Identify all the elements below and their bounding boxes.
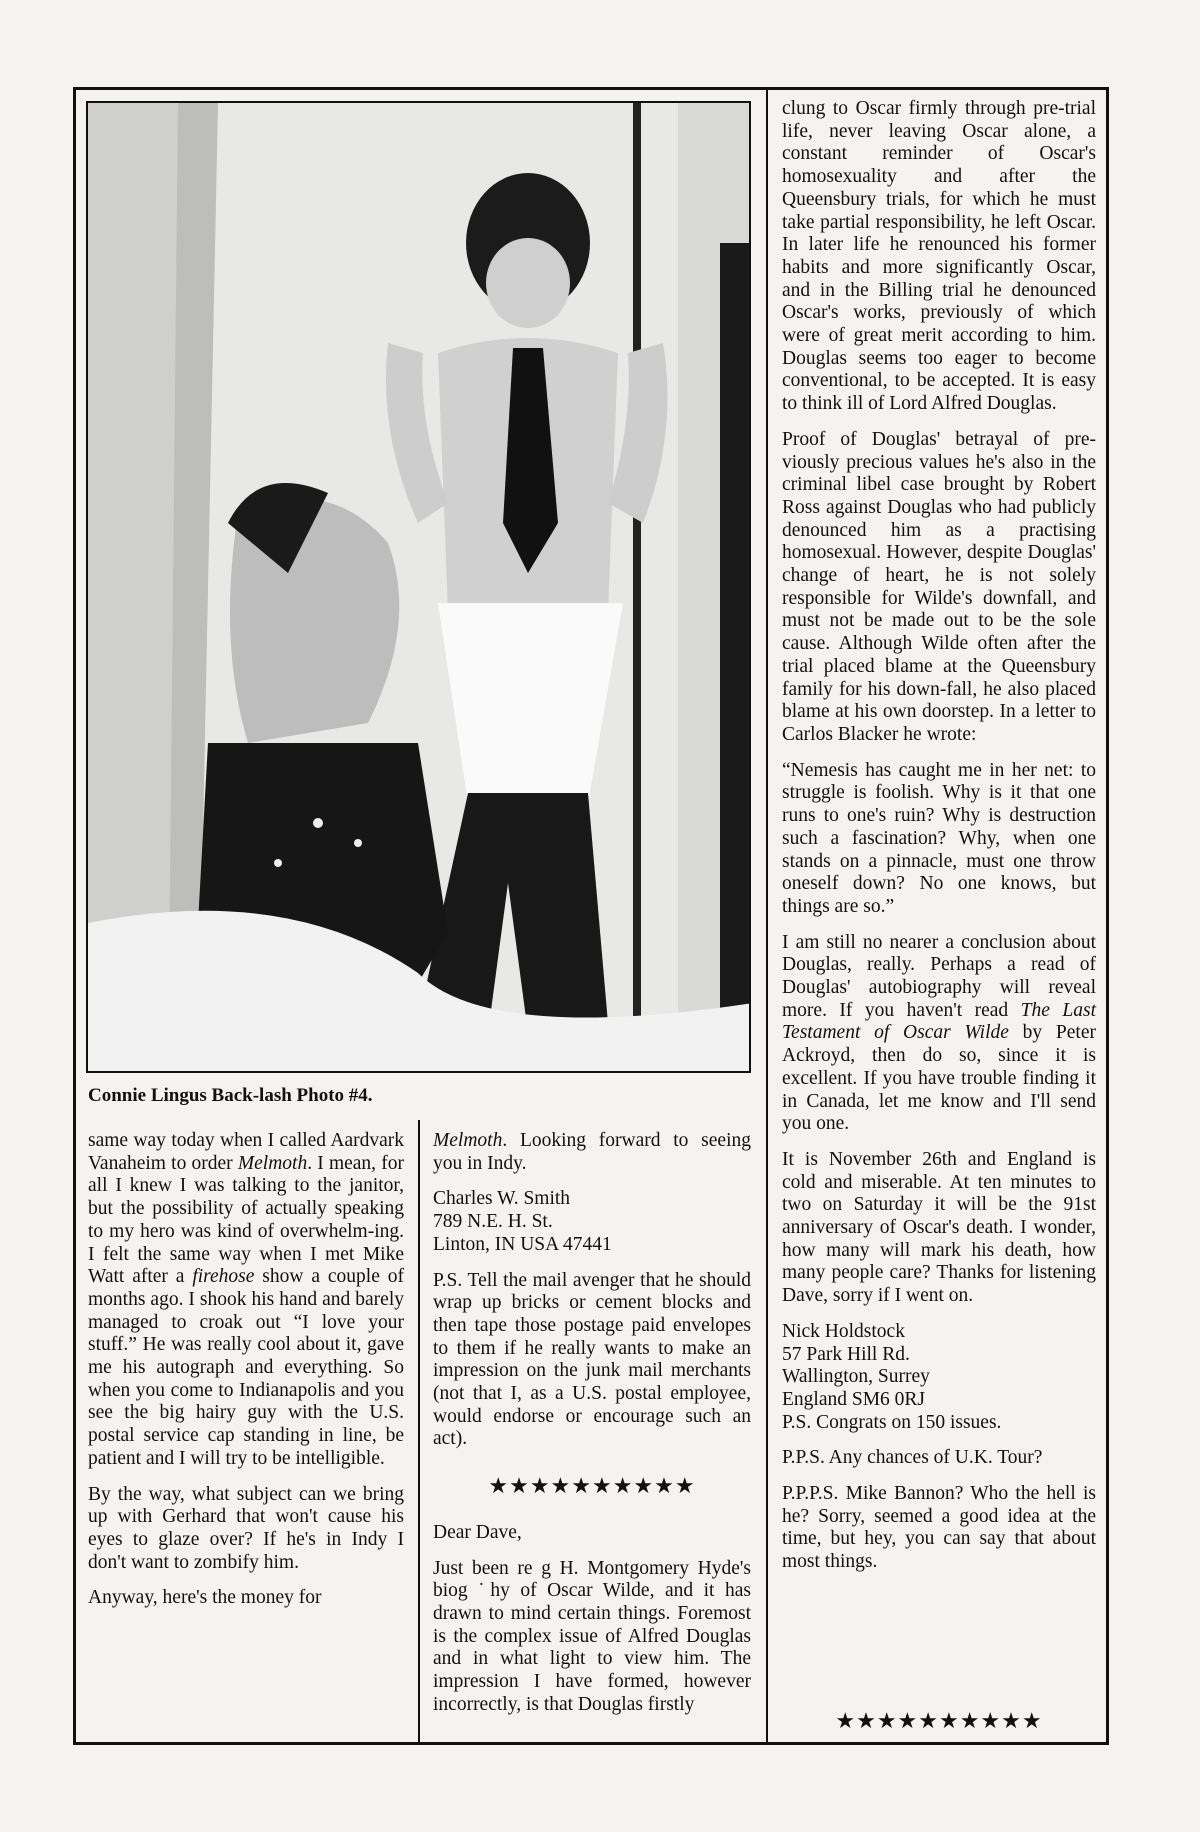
postscript-2: P.P.S. Any chances of U.K. Tour? [782,1447,1043,1469]
sender-town-2: Wallington, Surrey [782,1366,930,1388]
middle-paragraph-1: Melmoth. Looking forward to seeing you in Indy. [433,1130,751,1174]
left-paragraph-3: Anyway, here's the money for [88,1587,322,1609]
wilde-quote: “Nemesis has caught me in her net: to struggle is foolish. Why is it that one runs to one's ruin? Why is destruction such a fascination? Why, when one stands on a pinnacle, must one throw oneself down? No one knows, but things are so.” [782,759,1096,917]
right-paragraph-2: Proof of Douglas' betrayal of pre-viously precious values he's also in the criminal libel case brought by Robert Ross against Douglas who had publicly denounced him as a practising homosexual. However, despite Douglas' change of heart, he is not solely responsible for Wilde's downfall, and must not be made out to be the sole cause. Although Wilde often after the trial placed blame at the Queensbury family for his down-fall, he also placed blame at his own doorstep. In a letter to Carlos Blacker he wrote: [782,428,1096,745]
sender-street-2: 57 Park Hill Rd. [782,1343,910,1365]
salutation: Dear Dave, [433,1521,522,1543]
middle-ps: P.S. Tell the mail avenger that he should wrap up bricks or cement blocks and then tape those postage paid envelopes to them if he really wants to make an impression on the junk mail merchants (not that I, as a U.S. postal employee, would endorse or encourage such an act). [433,1269,751,1450]
photo [86,101,751,1073]
postscript-1: P.S. Congrats on 150 issues. [782,1411,1002,1433]
column-divider-right [766,87,768,1745]
right-column [782,98,1096,1587]
column-divider-middle [418,1120,420,1745]
right-paragraph-5: It is November 26th and England is cold and miserable. At ten minutes to two on Saturday it will be the 91st anniversary of Oscar's death. I wonder, how many will mark his death, how many people care? Thanks for listening Dave, sorry if I went on. [782,1148,1096,1307]
sender-city: Linton, IN USA 47441 [433,1233,612,1255]
left-column [88,1130,404,1623]
sender-country-2: England SM6 0RJ [782,1388,926,1410]
middle-column [433,1130,751,1729]
stars-divider-end: ★★★★★★★★★★ [835,1708,1043,1733]
photo-caption: Connie Lingus Back-lash Photo #4. [88,1085,373,1106]
right-paragraph-1: clung to Oscar firmly through pre-trial life, never leaving Oscar alone, a constant reminder of Oscar's homosexuality and after the Queensbury trials, for which he must take partial responsibility, he left Oscar. In later life he renounced his former habits and more significantly Oscar, and in the Billing trial he denounced Oscar's works, previously of which were of great merit according to him. Douglas seems too eager to become conventional, to be accepted. It is easy to think ill of Lord Alfred Douglas. [782,98,1096,415]
middle-paragraph-2: Just been re g H. Montgomery Hyde's biog ˙hy of Oscar Wilde, and it has drawn to mind certain things. Foremost is the complex issue of Alfred Douglas and in what light to view him. The impression I have formed, however incorrectly, is that Douglas firstly [433,1557,751,1715]
right-paragraph-4: I am still no nearer a conclusion about Douglas, really. Perhaps a read of Douglas' autobiography will reveal more. If you haven't read The Last Testament of Oscar Wilde by Peter Ackroyd, then do so, since it is excellent. If you have trouble finding it in Canada, let me know and I'll send you one. [782,931,1096,1135]
sender-address-1 [433,1188,751,1256]
photo-image [88,103,751,1073]
stars-divider: ★★★★★★★★★★ [488,1473,696,1499]
sender-name: Charles W. Smith [433,1188,571,1210]
postscript-3: P.P.P.S. Mike Bannon? Who the hell is he? Sorry, seemed a good idea at the time, but hey, you can say that about most things. [782,1483,1096,1573]
sender-name-2: Nick Holdstock [782,1320,905,1342]
sender-street: 789 N.E. H. St. [433,1211,553,1233]
left-paragraph-1: same way today when I called Aardvark Vanaheim to order Melmoth. I mean, for all I knew I was talking to the janitor, but the possibility of actually speaking to my hero was kind of overwhelm-ing. I felt the same way when I met Mike Watt after a firehose show a couple of months ago. I shook his hand and barely managed to croak out “I love your stuff.” He was really cool about it, gave me his autograph and everything. So when you come to Indianapolis and you see the big hairy guy with the U.S. postal service cap standing in line, be patient and I will try to be intelligible. [88,1130,404,1469]
sender-address-2 [782,1321,1096,1435]
left-paragraph-2: By the way, what subject can we bring up with Gerhard that won't cause his eyes to glaze over? If he's in Indy I don't want to zombify him. [88,1483,404,1573]
